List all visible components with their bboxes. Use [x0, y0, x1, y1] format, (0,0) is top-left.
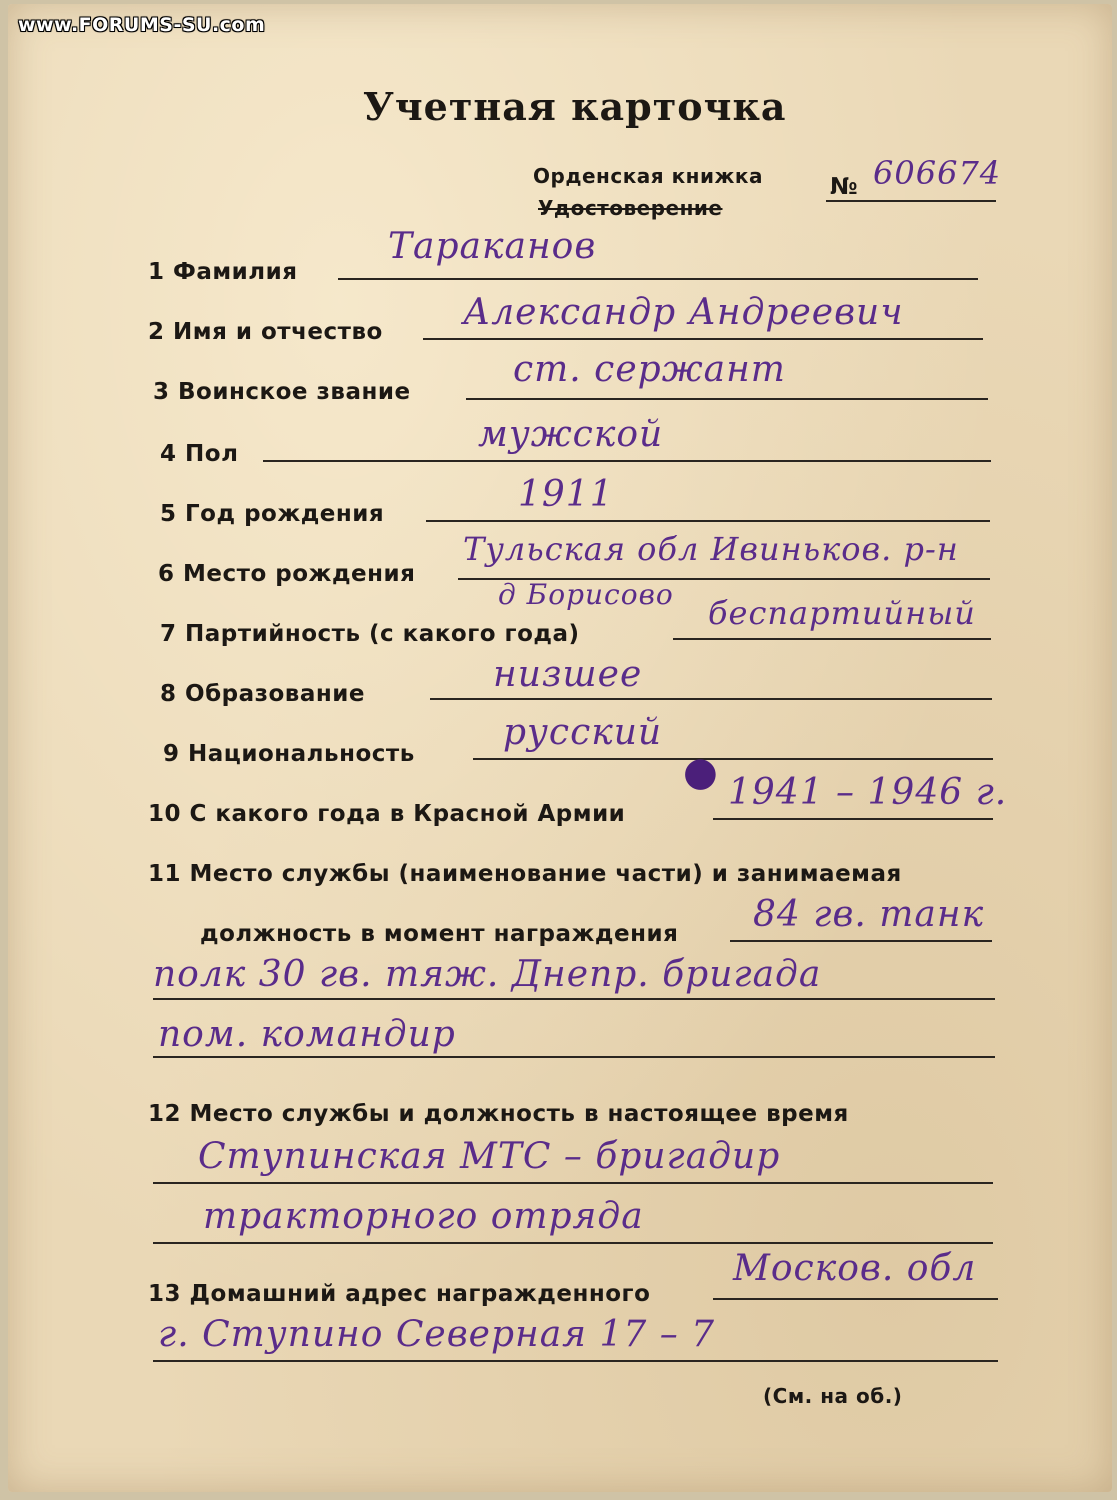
field-7-value: беспартийный: [708, 594, 976, 632]
card-title: Учетная карточка: [363, 84, 787, 129]
field-1-label: 1 Фамилия: [148, 259, 298, 285]
field-3-value: ст. сержант: [513, 349, 786, 390]
watermark-text: www.FORUMS-SU.com: [18, 14, 266, 36]
field-12-value-line2: тракторного отряда: [203, 1196, 644, 1237]
field-10-line: [713, 818, 993, 820]
field-9-line: [473, 758, 993, 760]
field-13-value: Москов. обл: [733, 1248, 977, 1289]
ink-blot-mark: ●: [683, 749, 718, 795]
field-7-label: 7 Партийность (с какого года): [160, 621, 580, 647]
field-13-line1: [713, 1298, 998, 1300]
number-value: 606674: [873, 154, 1002, 192]
field-9-label: 9 Национальность: [163, 741, 415, 767]
field-8-value: низшее: [493, 654, 643, 695]
field-12-line2: [153, 1242, 993, 1244]
field-12-value: Ступинская МТС – бригадир: [198, 1136, 781, 1177]
field-3-line: [466, 398, 988, 400]
field-2-label: 2 Имя и отчество: [148, 319, 383, 345]
field-8-label: 8 Образование: [160, 681, 365, 707]
number-underline: [826, 200, 996, 202]
field-11-line1: [730, 940, 992, 942]
field-8-line: [430, 698, 992, 700]
field-12-label: 12 Место службы и должность в настоящее время: [148, 1101, 849, 1127]
field-10-label: 10 С какого года в Красной Армии: [148, 801, 626, 827]
field-9-value: русский: [503, 712, 663, 753]
field-5-line: [426, 520, 990, 522]
field-4-label: 4 Пол: [160, 441, 239, 467]
field-7-line: [673, 638, 991, 640]
field-6-value: Тульская обл Ивиньков. р-н: [463, 530, 959, 568]
field-13-value-line2: г. Ступино Северная 17 – 7: [158, 1314, 716, 1355]
field-11-value-line3: пом. командир: [158, 1014, 456, 1055]
field-12-line1: [153, 1182, 993, 1184]
order-book-label: Орденская книжка: [533, 164, 763, 188]
field-1-line: [338, 278, 978, 280]
field-10-value: 1941 – 1946 г.: [728, 772, 1008, 813]
field-11-line3: [153, 1056, 995, 1058]
record-card: [8, 4, 1112, 1492]
field-1-value: Тараканов: [388, 226, 597, 267]
field-13-line2: [153, 1360, 998, 1362]
field-5-value: 1911: [518, 474, 614, 515]
field-6-value-line2: д Борисово: [498, 578, 674, 611]
field-11-label: 11 Место службы (наименование части) и занимаемая: [148, 861, 902, 887]
field-4-value: мужской: [478, 414, 664, 455]
field-5-label: 5 Год рождения: [160, 501, 385, 527]
field-4-line: [263, 460, 991, 462]
field-13-label: 13 Домашний адрес награжденного: [148, 1281, 651, 1307]
field-11-label-line2: должность в момент награждения: [200, 921, 679, 947]
field-11-value-line2: полк 30 гв. тяж. Днепр. бригада: [153, 954, 822, 995]
field-2-value: Александр Андреевич: [463, 292, 904, 333]
field-11-value: 84 гв. танк: [753, 894, 985, 935]
certificate-label: Удостоверение: [538, 196, 723, 220]
number-label: №: [830, 174, 859, 200]
field-2-line: [423, 338, 983, 340]
field-6-label: 6 Место рождения: [158, 561, 416, 587]
see-reverse-note: (См. на об.): [763, 1384, 903, 1408]
field-11-line2: [153, 998, 995, 1000]
field-3-label: 3 Воинское звание: [153, 379, 411, 405]
